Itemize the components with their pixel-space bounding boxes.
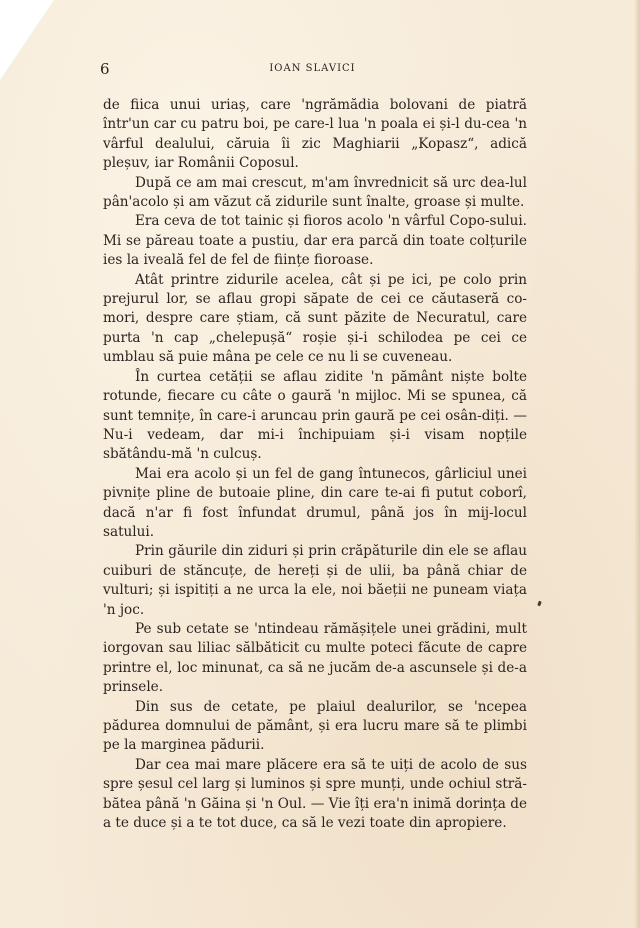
paragraph: Dar cea mai mare plăcere era să te uiți de acolo de sus spre șesul cel larg și luminos și spre munți, unde ochiul stră-bătea până 'n Găina și 'n Oul. — Vie îți era'n inimă dorința de a te duce și a te tot duce, ca să le vezi toate din apropiere. [103,756,527,832]
page-header [100,60,525,82]
paragraph: În curtea cetății se aflau zidite 'n pământ niște bolte rotunde, fiecare cu câte o gaură 'n mijloc. Mi se spunea, că sunt temnițe, în care-i aruncau prin gaură pe cei osân-diți. — Nu-i vedeam, dar mi-i închipuiam și-i visam nopțile sbătându-mă 'n culcuș. [103,368,527,463]
page-number: 6 [100,60,110,78]
paragraph: Era ceva de tot tainic și fioros acolo 'n vârful Copo-sului. Mi se păreau toate a pustiu, dar era parcă din toate colțurile ies la iveală fel de fel de ființe fioroase. [103,213,527,269]
page-edge-shading [634,0,640,928]
paragraph: Atât printre zidurile acelea, cât și pe ici, pe colo prin prejurul lor, se aflau gropi săpate de cei ce căutaseră co-mori, despre care știam, că sunt păzite de Necuratul, care purta 'n cap „chelepușă“ roșie și-i schilodea pe cei ce umblau să puie mâna pe cele ce nu li se cuveneau. [103,271,527,366]
paragraph: de fiica unui uriaș, care 'ngrămădia bolovani de piatră într'un car cu patru boi, pe care-l lua 'n poala ei și-l du-cea 'n vârful dealului, căruia îi zic Maghiarii „Kopasz“, adică pleșuv, iar Românii Coposul. [103,97,527,172]
running-head: IOAN SLAVICI [269,63,356,74]
paragraph: Prin găurile din ziduri și prin crăpăturile din ele se aflau cuiburi de stăncuțe, de hereți și de ulii, ba până chiar de vulturi; și ispitiți a ne urca la ele, noi băeții ne puneam viața 'n joc. [103,543,527,618]
paragraph: După ce am mai crescut, m'am învrednicit să urc dea-lul pân'acolo și am văzut că zidurile sunt înalte, groase și multe. [103,174,527,211]
paragraph: Pe sub cetate se 'ntindeau rămășițele unei grădini, mult iorgovan sau liliac sălbăticit cu multe poteci făcute de capre printre el, loc minunat, ca să ne jucăm de-a ascunsele și de-a prinsele. [103,620,527,696]
page-corner-background [0,0,54,80]
ink-speck [537,601,542,607]
body-text [103,96,527,833]
paragraph: Mai era acolo și un fel de gang întunecos, gârliciul unei pivnițe pline de butoaie pline, din care te-ai fi putut coborî, dacă n'ar fi fost înfundat drumul, până jos în mij-locul satului. [103,465,527,540]
paragraph: Din sus de cetate, pe plaiul dealurilor, se 'ncepea pădurea domnului de pământ, și era lucru mare să te plimbi pe la marginea pădurii. [103,698,527,754]
